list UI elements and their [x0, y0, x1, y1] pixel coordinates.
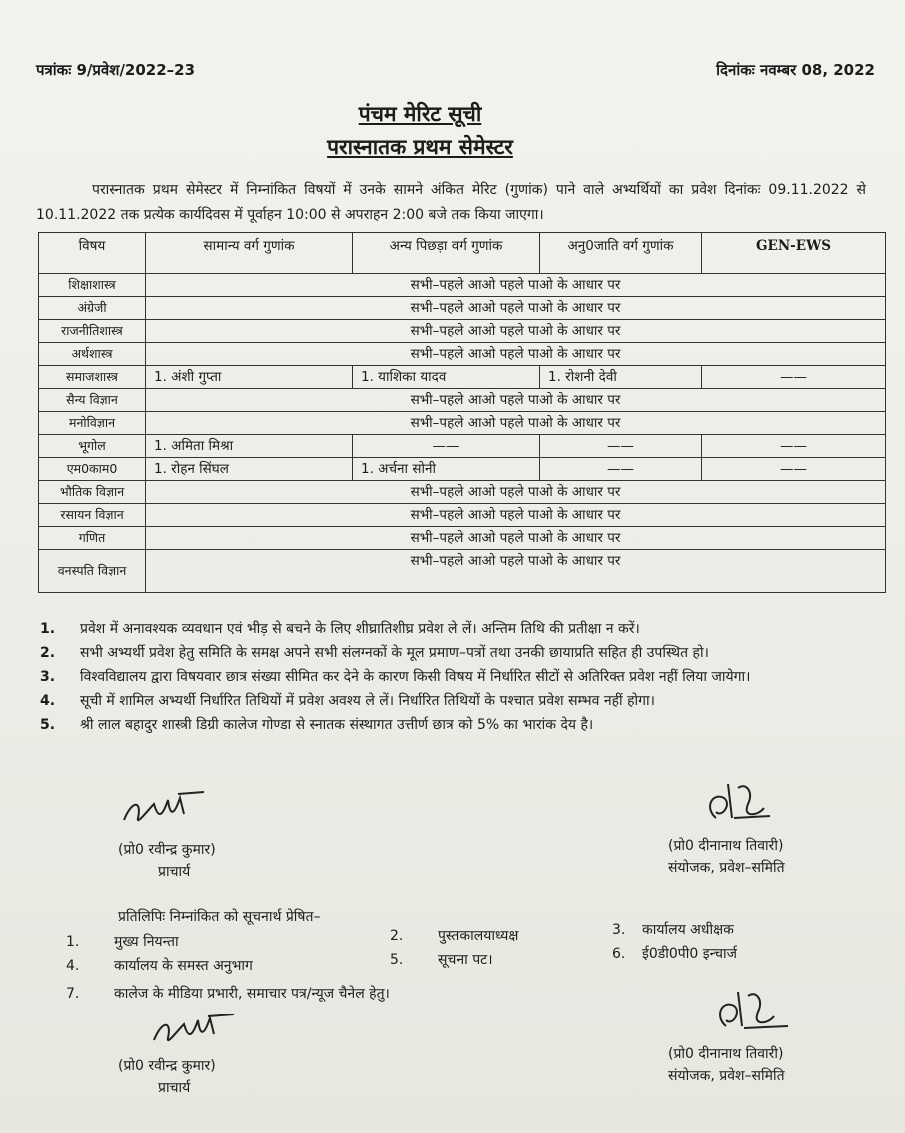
- fcfs-cell: सभी–पहले आओ पहले पाओ के आधार पर: [146, 389, 886, 412]
- subject-cell: वनस्पति विज्ञान: [39, 550, 146, 593]
- copy-item-number: 6.: [612, 946, 626, 962]
- fcfs-cell: सभी–पहले आओ पहले पाओ के आधार पर: [146, 343, 886, 366]
- copy-item-number: 5.: [390, 952, 404, 968]
- subject-cell: भूगोल: [39, 435, 146, 458]
- copy-item-number: 3.: [612, 922, 626, 938]
- copy-item-text: कार्यालय अधीक्षक: [642, 922, 734, 938]
- convener-title: संयोजक, प्रवेश–समिति: [668, 1068, 785, 1084]
- copy-item: [612, 944, 737, 963]
- convener-signature-block-2: [668, 986, 798, 1087]
- copy-item: [66, 984, 390, 1003]
- table-row: [39, 343, 886, 366]
- table-row: [39, 550, 886, 593]
- copy-item-text: मुख्य नियन्ता: [114, 934, 179, 950]
- principal-signature-block: [118, 790, 216, 883]
- list-item: [40, 666, 890, 689]
- table-row: [39, 320, 886, 343]
- copy-item-number: 2.: [390, 928, 404, 944]
- table-row: [39, 297, 886, 320]
- copy-item-number: 4.: [66, 958, 80, 974]
- header-obc: अन्य पिछड़ा वर्ग गुणांक: [353, 233, 540, 274]
- gen-ews-cell: ——: [702, 435, 886, 458]
- table-row: [39, 527, 886, 550]
- principal-signature-block-2: [118, 1014, 238, 1099]
- subject-cell: समाजशास्त्र: [39, 366, 146, 389]
- sc-cell: ——: [540, 435, 702, 458]
- principal-signature-image: [148, 1014, 238, 1048]
- header-gen-ews: GEN-EWS: [702, 233, 886, 274]
- copy-item: [612, 920, 734, 939]
- copy-item-text: कार्यालय के समस्त अनुभाग: [114, 958, 253, 974]
- fcfs-cell: सभी–पहले आओ पहले पाओ के आधार पर: [146, 550, 886, 593]
- fcfs-cell: सभी–पहले आओ पहले पाओ के आधार पर: [146, 481, 886, 504]
- table-row: [39, 366, 886, 389]
- list-item-text: सभी अभ्यर्थी प्रवेश हेतु समिति के समक्ष अपने सभी संलग्नकों के मूल प्रमाण–पत्रों तथा उनकी छायाप्रति सहित ही उपस्थित हो।: [80, 645, 709, 661]
- table-row: [39, 435, 886, 458]
- copy-item: [390, 926, 518, 945]
- general-cell: 1. अंशी गुप्ता: [146, 366, 353, 389]
- list-item-number: 2.: [40, 645, 56, 661]
- subject-cell: एम0काम0: [39, 458, 146, 481]
- list-item-text: सूची में शामिल अभ्यर्थी निर्धारित तिथियों में प्रवेश अवश्य ले लें। निर्धारित तिथियों के पश्चात प्रवेश सम्भव नहीं होगा।: [80, 693, 655, 709]
- fcfs-cell: सभी–पहले आओ पहले पाओ के आधार पर: [146, 412, 886, 435]
- copy-item-text: सूचना पट।: [438, 952, 493, 968]
- document-title: पंचम मेरिट सूची: [358, 102, 482, 126]
- fcfs-cell: सभी–पहले आओ पहले पाओ के आधार पर: [146, 504, 886, 527]
- obc-cell: 1. याशिका यादव: [353, 366, 540, 389]
- convener-name: (प्रो0 दीनानाथ तिवारी): [668, 838, 784, 854]
- merit-table: [38, 232, 886, 593]
- list-item: [40, 690, 890, 713]
- general-cell: 1. अमिता मिश्रा: [146, 435, 353, 458]
- subject-cell: सैन्य विज्ञान: [39, 389, 146, 412]
- list-item: [40, 642, 890, 665]
- table-row: [39, 481, 886, 504]
- obc-cell: ——: [353, 435, 540, 458]
- fcfs-cell: सभी–पहले आओ पहले पाओ के आधार पर: [146, 527, 886, 550]
- reference-number: पत्रांकः 9/प्रवेश/2022–23: [36, 61, 196, 79]
- copy-item-number: 1.: [66, 934, 80, 950]
- document-subtitle: परास्नातक प्रथम सेमेस्टर: [327, 135, 513, 159]
- list-item-number: 3.: [40, 669, 56, 685]
- table-header-row: [39, 233, 886, 274]
- subject-cell: अंग्रेजी: [39, 297, 146, 320]
- table-row: [39, 504, 886, 527]
- list-item-number: 1.: [40, 621, 56, 637]
- subject-cell: अर्थशास्त्र: [39, 343, 146, 366]
- convener-signature-block: [668, 778, 785, 879]
- gen-ews-cell: ——: [702, 458, 886, 481]
- principal-title: प्राचार्य: [158, 864, 191, 880]
- copy-item-text: कालेज के मीडिया प्रभारी, समाचार पत्र/न्यूज चैनेल हेतु।: [114, 986, 390, 1002]
- principal-name: (प्रो0 रवीन्द्र कुमार): [118, 1058, 216, 1074]
- convener-signature-image: [698, 778, 778, 828]
- copy-item-number: 7.: [66, 986, 80, 1002]
- general-cell: 1. रोहन सिंघल: [146, 458, 353, 481]
- copy-item: [66, 932, 179, 951]
- list-item-number: 5.: [40, 717, 56, 733]
- subject-cell: राजनीतिशास्त्र: [39, 320, 146, 343]
- list-item-number: 4.: [40, 693, 56, 709]
- principal-signature-image: [118, 790, 208, 832]
- table-row: [39, 458, 886, 481]
- instructions-list: [40, 618, 890, 738]
- header-general: सामान्य वर्ग गुणांक: [146, 233, 353, 274]
- fcfs-cell: सभी–पहले आओ पहले पाओ के आधार पर: [146, 297, 886, 320]
- subject-cell: मनोविज्ञान: [39, 412, 146, 435]
- list-item-text: प्रवेश में अनावश्यक व्यवधान एवं भीड़ से बचने के लिए शीघ्रातिशीघ्र प्रवेश ले लें। अन्तिम तिथि की प्रतीक्षा न करें।: [80, 621, 640, 637]
- table-row: [39, 412, 886, 435]
- list-item-text: विश्वविद्यालय द्वारा विषयवार छात्र संख्या सीमित कर देने के कारण किसी विषय में निर्धारित सीटों से अतिरिक्त प्रवेश नहीं लिया जायेगा।: [80, 669, 751, 685]
- convener-title: संयोजक, प्रवेश–समिति: [668, 860, 785, 876]
- convener-signature-image: [708, 986, 798, 1036]
- list-item: [40, 714, 890, 737]
- intro-paragraph: परास्नातक प्रथम सेमेस्टर में निम्नांकित विषयों में उनके सामने अंकित मेरिट (गुणांक) पाने वाले अभ्यर्थियों का प्रवेश दिनांकः 09.11.2022 से 10.11.2022 तक प्रत्येक कार्यदिवस में पूर्वाहन 10:00 से अपराहन 2:00 बजे तक किया जाएगा।: [36, 182, 866, 223]
- copy-item: [390, 950, 493, 969]
- subject-cell: गणित: [39, 527, 146, 550]
- subject-cell: शिक्षाशास्त्र: [39, 274, 146, 297]
- copy-item-text: पुस्तकालयाध्यक्ष: [438, 928, 519, 944]
- list-item-text: श्री लाल बहादुर शास्त्री डिग्री कालेज गोण्डा से स्नातक संस्थागत उत्तीर्ण छात्र को 5% का भारांक देय है।: [80, 717, 594, 733]
- obc-cell: 1. अर्चना सोनी: [353, 458, 540, 481]
- header-subject: विषय: [39, 233, 146, 274]
- copy-heading: प्रतिलिपिः निम्नांकित को सूचनार्थ प्रेषित–: [118, 909, 321, 925]
- subject-cell: रसायन विज्ञान: [39, 504, 146, 527]
- fcfs-cell: सभी–पहले आओ पहले पाओ के आधार पर: [146, 274, 886, 297]
- principal-name: (प्रो0 रवीन्द्र कुमार): [118, 842, 216, 858]
- principal-title: प्राचार्य: [158, 1080, 191, 1096]
- sc-cell: 1. रोशनी देवी: [540, 366, 702, 389]
- copy-item: [66, 956, 253, 975]
- document-date: दिनांकः नवम्बर 08, 2022: [716, 61, 875, 79]
- copy-item-text: ई0डी0पी0 इन्चार्ज: [642, 946, 737, 962]
- header-sc: अनु0जाति वर्ग गुणांक: [540, 233, 702, 274]
- table-row: [39, 389, 886, 412]
- subject-cell: भौतिक विज्ञान: [39, 481, 146, 504]
- convener-name: (प्रो0 दीनानाथ तिवारी): [668, 1046, 784, 1062]
- list-item: [40, 618, 890, 641]
- table-row: [39, 274, 886, 297]
- sc-cell: ——: [540, 458, 702, 481]
- gen-ews-cell: ——: [702, 366, 886, 389]
- fcfs-cell: सभी–पहले आओ पहले पाओ के आधार पर: [146, 320, 886, 343]
